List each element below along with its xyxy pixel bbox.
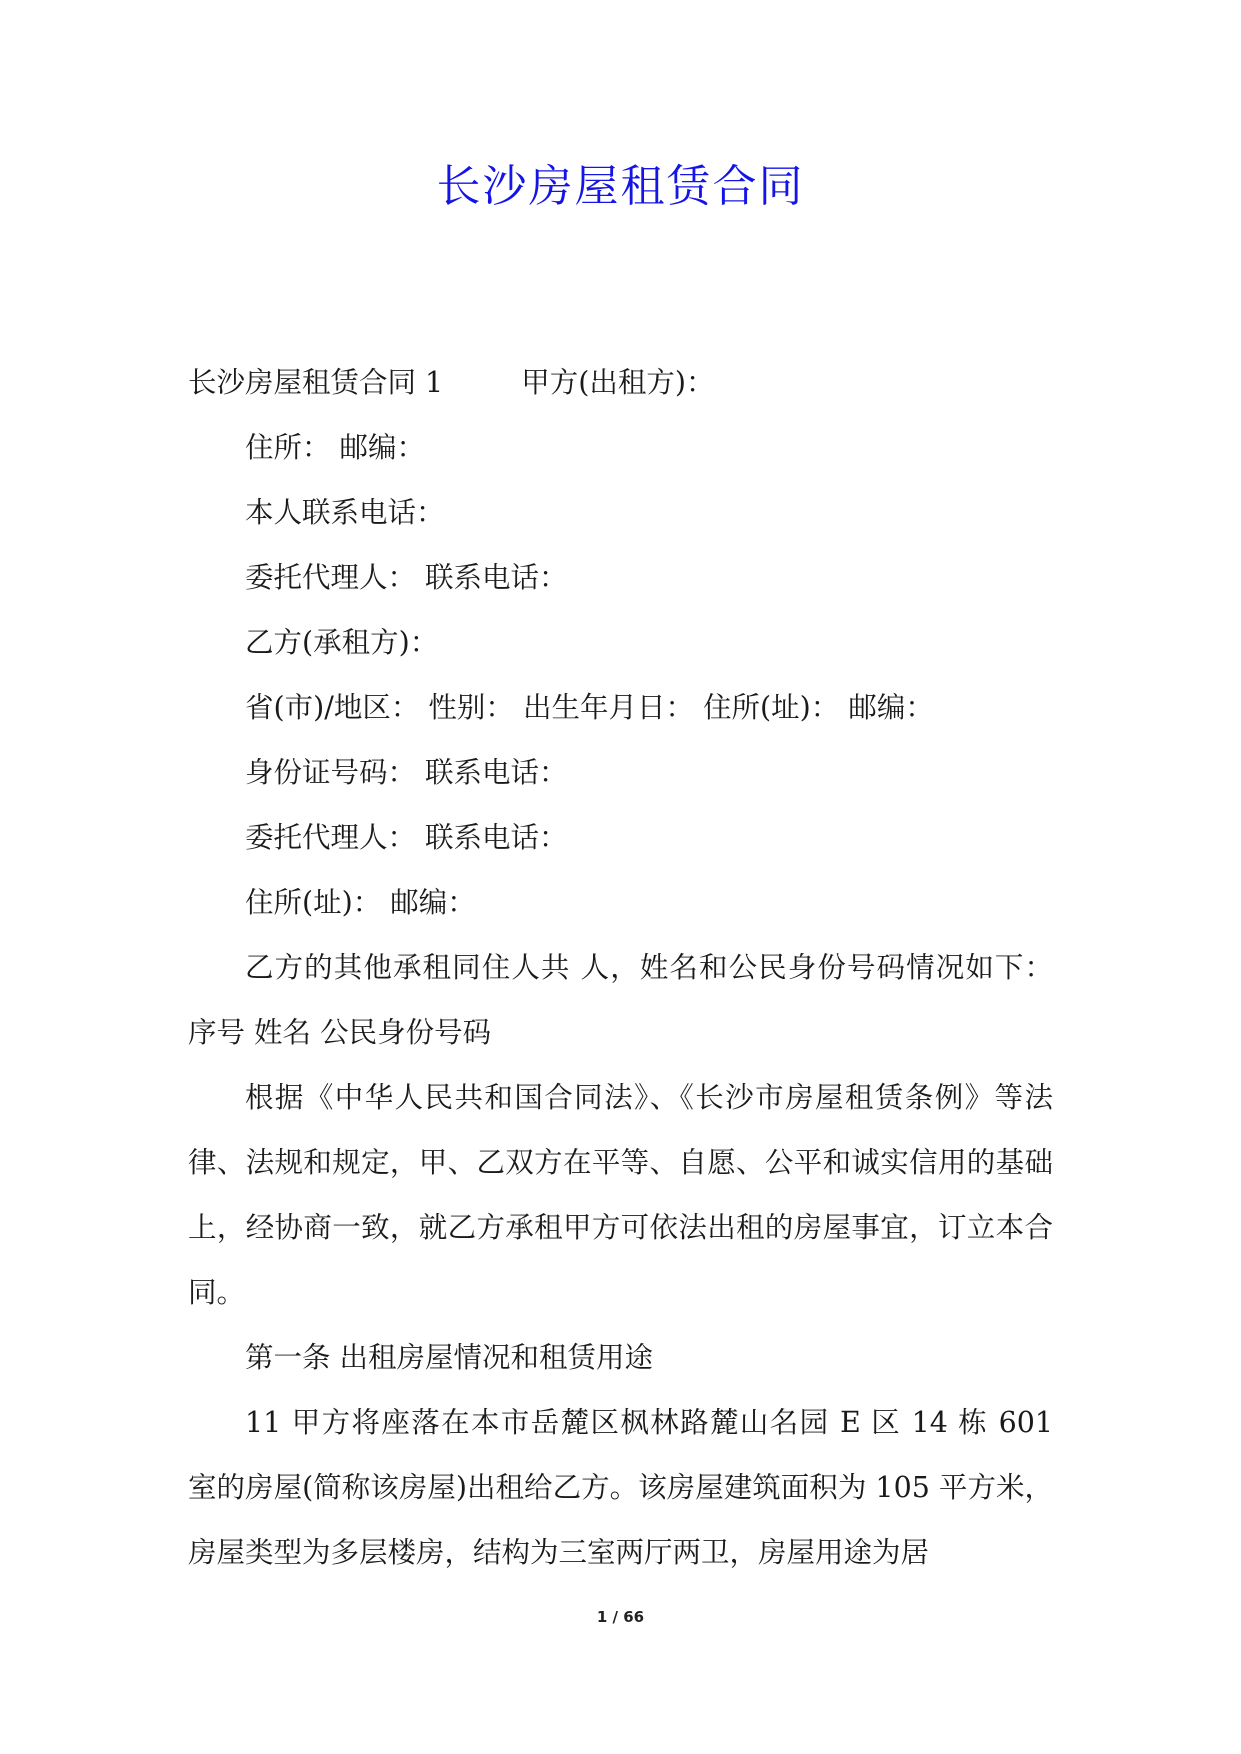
contract-heading-inline: 长沙房屋租赁合同 1 [188, 366, 444, 399]
paragraph: 乙方(承租方)： [245, 626, 439, 659]
paragraph: 委托代理人： 联系电话： [245, 561, 568, 594]
document-body [188, 350, 1053, 1585]
paragraph: 根据《中华人民共和国合同法》、《长沙市房屋租赁条例》等法律、法规和规定，甲、乙双方在平等、自愿、公平和诚实信用的基础上，经协商一致，就乙方承租甲方可依法出租的房屋事宜，订立本合同。 [188, 1081, 1053, 1309]
document-title: 长沙房屋租赁合同 [436, 161, 805, 212]
paragraph: 乙方的其他承租同住人共 人，姓名和公民身份号码情况如下： 序号 姓名 公民身份号码 [188, 951, 1053, 1049]
paragraph: 身份证号码： 联系电话： [245, 756, 568, 789]
paragraph: 住所(址)： 邮编： [245, 886, 476, 919]
party-a-label: 甲方(出租方)： [521, 366, 715, 399]
page-number: 1 / 66 [596, 1608, 645, 1626]
paragraph: 委托代理人： 联系电话： [245, 821, 568, 854]
paragraph: 本人联系电话： [245, 496, 445, 529]
paragraph: 住所： 邮编： [245, 431, 426, 464]
first-line [188, 350, 1053, 415]
paragraph: 省(市)/地区： 性别： 出生年月日： 住所(址)： 邮编： [245, 691, 934, 724]
paragraph: 11 甲方将座落在本市岳麓区枫林路麓山名园 E 区 14 栋 601 室的房屋(简称该房屋)出租给乙方。该房屋建筑面积为 105 平方米，房屋类型为多层楼房，结构为三室两厅两卫，房屋用途为居 [188, 1406, 1053, 1569]
section-heading: 第一条 出租房屋情况和租赁用途 [245, 1341, 654, 1374]
